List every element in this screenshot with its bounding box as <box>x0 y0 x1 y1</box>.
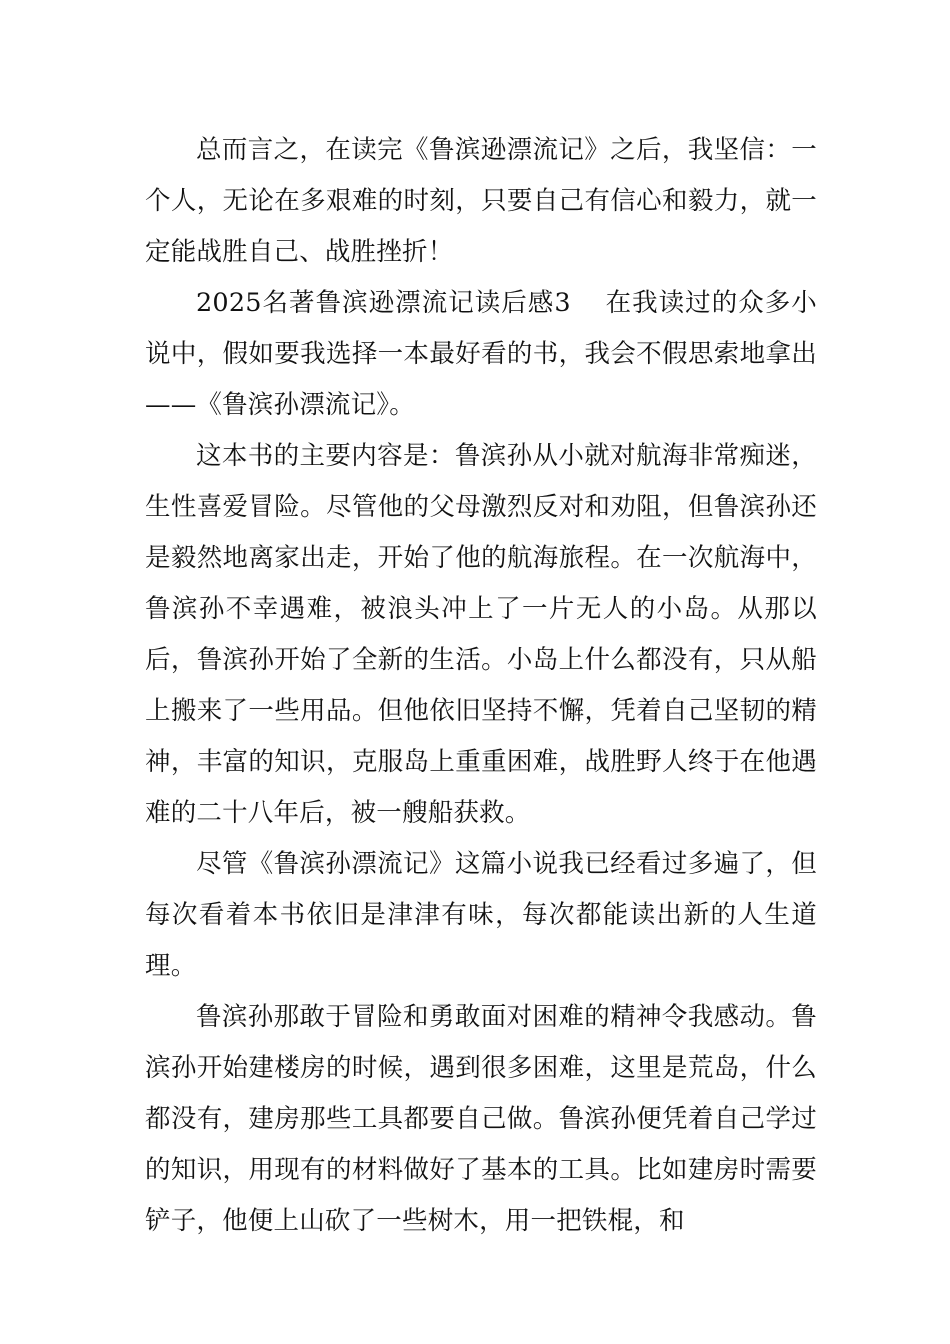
paragraph-rereading <box>145 839 817 992</box>
paragraph-text: 总而言之，在读完《鲁滨逊漂流记》之后，我坚信：一个人，无论在多艰难的时刻，只要自己有信心和毅力，就一定能战胜自己、战胜挫折！ <box>145 135 817 267</box>
essay-heading: 2025名著鲁滨逊漂流记读后感3 <box>196 288 571 318</box>
paragraph-text: 这本书的主要内容是：鲁滨孙从小就对航海非常痴迷，生性喜爱冒险。尽管他的父母激烈反对和劝阻，但鲁滨孙还是毅然地离家出走，开始了他的航海旅程。在一次航海中，鲁滨孙不幸遇难，被浪头冲上了一片无人的小岛。从那以后，鲁滨孙开始了全新的生活。小岛上什么都没有，只从船上搬来了一些用品。但他依旧坚持不懈，凭着自己坚韧的精神，丰富的知识，克服岛上重重困难，战胜野人终于在他遇难的二十八年后，被一艘船获救。 <box>145 441 817 828</box>
paragraph-text: 尽管《鲁滨孙漂流记》这篇小说我已经看过多遍了，但每次看着本书依旧是津津有味，每次都能读出新的人生道理。 <box>145 849 817 981</box>
document-body <box>145 125 817 1247</box>
paragraph-text: 在我读过的众多小说中，假如要我选择一本最好看的书，我会不假思索地拿出——《鲁滨孙漂流记》。 <box>145 288 817 420</box>
paragraph-conclusion <box>145 125 817 278</box>
paragraph-spirit <box>145 992 817 1247</box>
paragraph-text: 鲁滨孙那敢于冒险和勇敢面对困难的精神令我感动。鲁滨孙开始建楼房的时候，遇到很多困难，这里是荒岛，什么都没有，建房那些工具都要自己做。鲁滨孙便凭着自己学过的知识，用现有的材料做好了基本的工具。比如建房时需要铲子，他便上山砍了一些树木，用一把铁棍，和 <box>145 1002 817 1236</box>
paragraph-essay-title-intro <box>145 278 817 431</box>
paragraph-summary <box>145 431 817 839</box>
